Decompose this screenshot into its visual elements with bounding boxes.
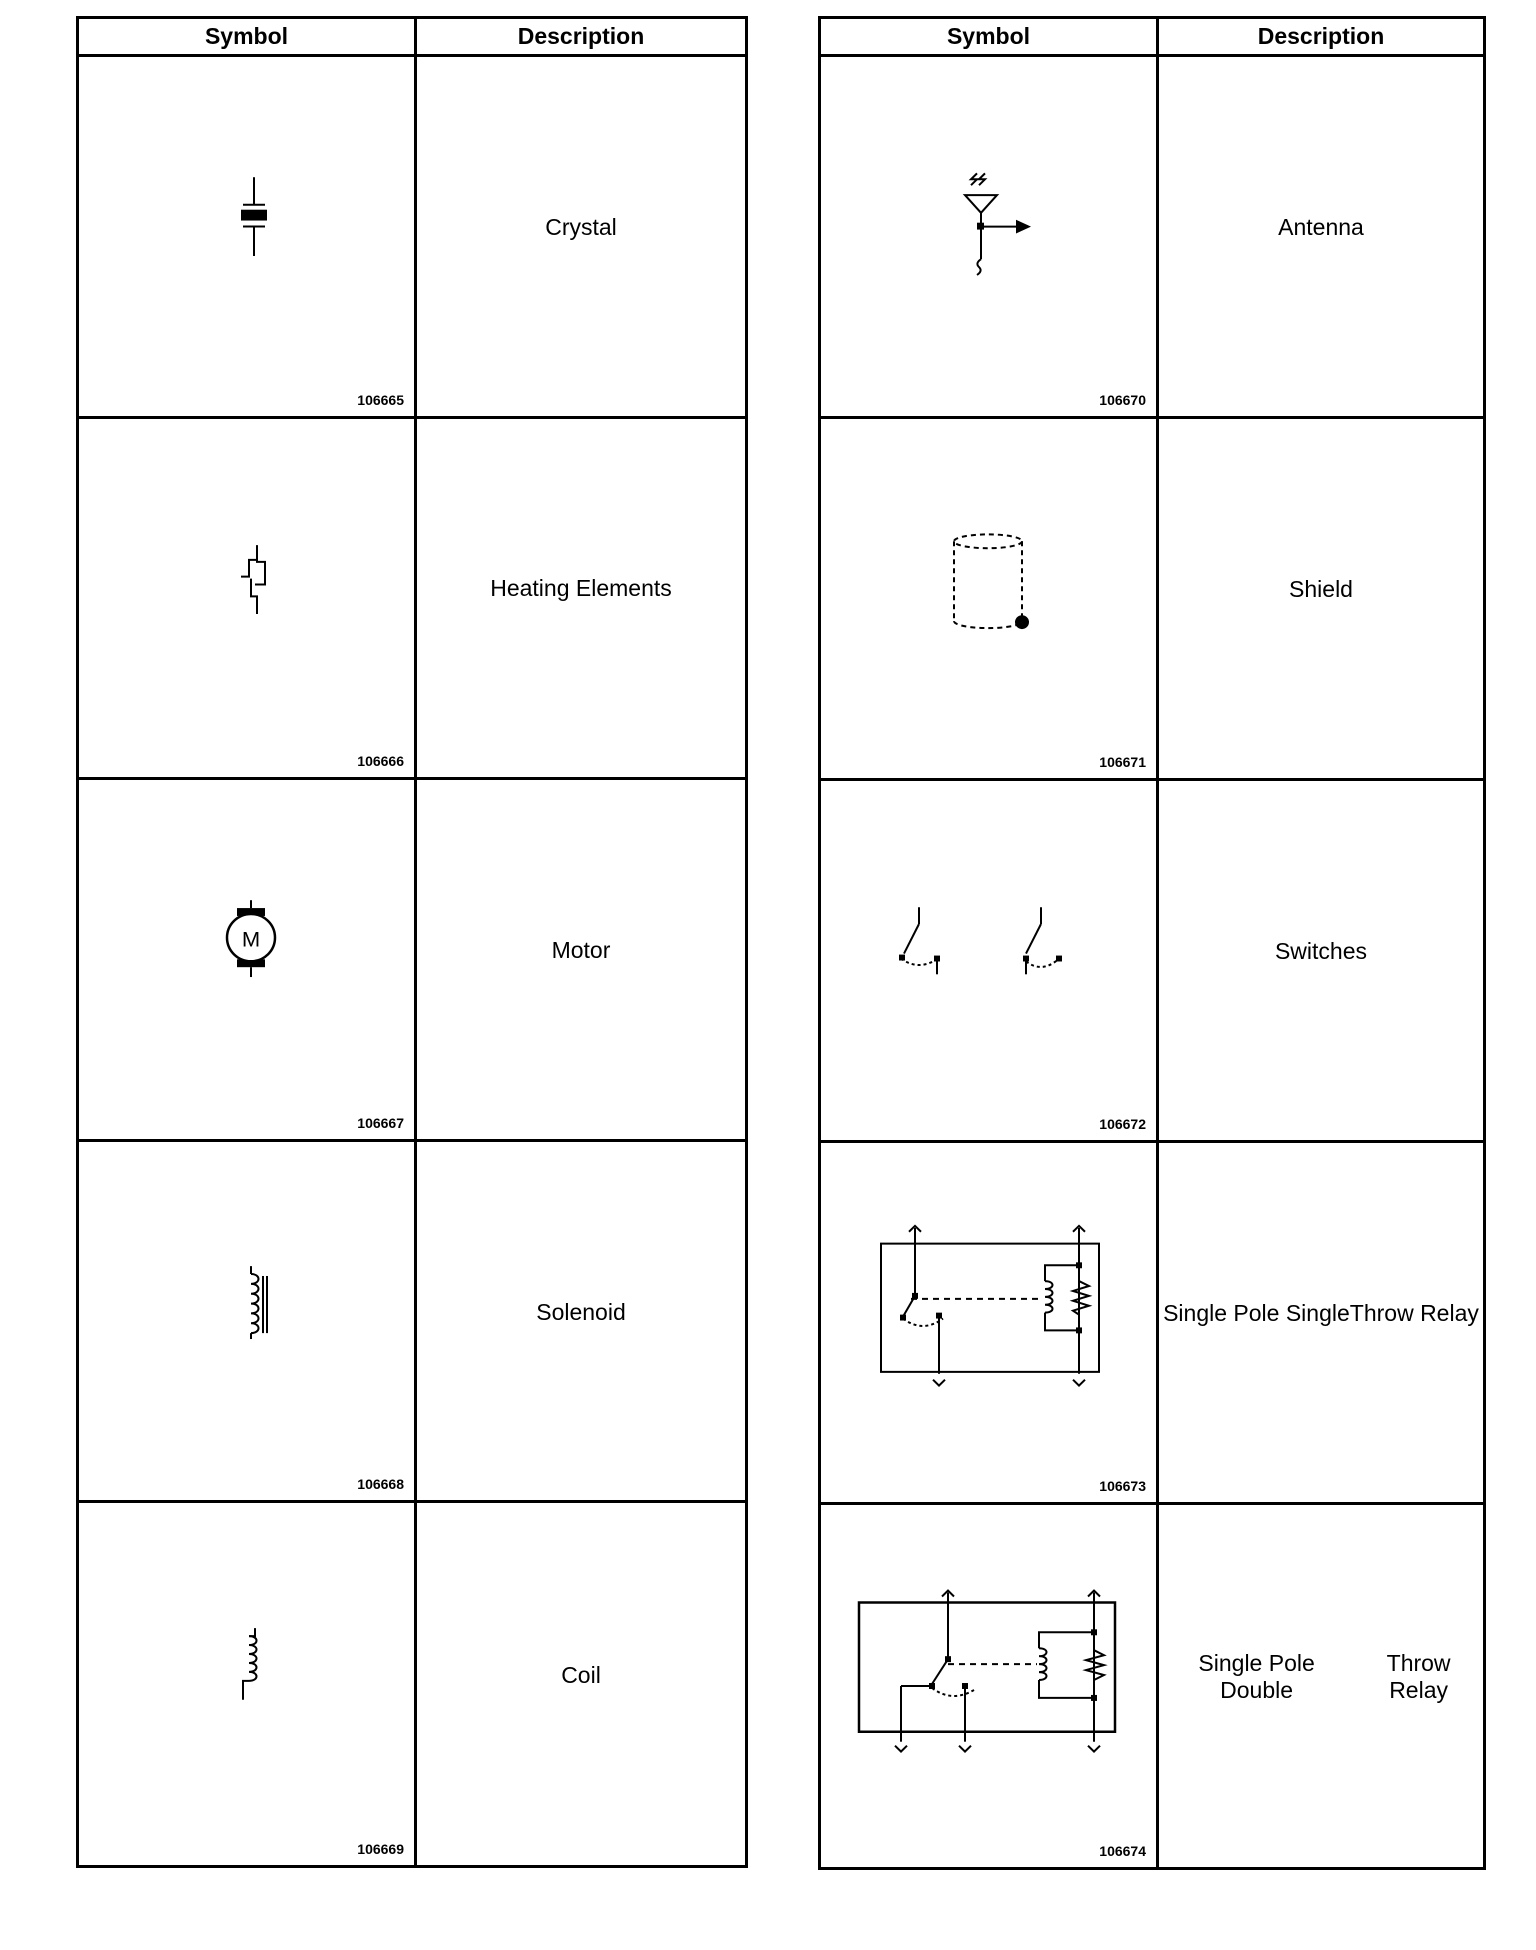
part-number: 106672 — [1099, 1116, 1146, 1132]
description-cell — [1159, 419, 1483, 781]
part-number: 106673 — [1099, 1478, 1146, 1494]
motor-label: M — [241, 926, 261, 952]
symbol-cell — [821, 781, 1159, 1143]
symbol-cell — [821, 1143, 1159, 1505]
part-number: 106670 — [1099, 392, 1146, 408]
description-text-line-2: Throw Relay — [1386, 1650, 1451, 1703]
description-text: Crystal — [545, 213, 617, 240]
motor-icon — [79, 780, 414, 1139]
part-number: 106671 — [1099, 754, 1146, 770]
spdt-relay-icon — [821, 1505, 1156, 1867]
part-number: 106667 — [357, 1114, 404, 1131]
coil-icon — [79, 1503, 414, 1865]
description-text-line-1: Single Pole Single — [1163, 1300, 1350, 1326]
description-column-header: Description — [1159, 19, 1483, 57]
description-cell — [1159, 57, 1483, 419]
symbol-table-right — [818, 16, 1486, 1870]
description-cell — [417, 1503, 745, 1865]
description-cell — [417, 57, 745, 419]
description-cell — [417, 780, 745, 1142]
description-text: Solenoid — [536, 1298, 626, 1325]
shield-icon — [821, 419, 1156, 778]
description-text-line-1: Single Pole Double — [1198, 1650, 1315, 1703]
symbol-cell — [79, 780, 417, 1142]
description-text: Antenna — [1278, 214, 1364, 240]
description-text-line-2: Throw Relay — [1349, 1300, 1479, 1326]
part-number: 106669 — [357, 1841, 404, 1857]
symbol-cell — [821, 1505, 1159, 1867]
description-cell — [1159, 1505, 1483, 1867]
heating-element-icon — [79, 419, 414, 778]
description-cell — [417, 419, 745, 781]
description-column-header: Description — [417, 19, 745, 57]
description-text: Coil — [561, 1661, 601, 1688]
part-number: 106668 — [357, 1476, 404, 1493]
crystal-icon — [79, 57, 414, 416]
symbol-column-header: Symbol — [79, 19, 417, 57]
symbol-cell — [821, 57, 1159, 419]
symbol-table-left — [76, 16, 748, 1868]
symbol-cell — [79, 1142, 417, 1504]
part-number: 106674 — [1099, 1843, 1146, 1859]
part-number: 106666 — [357, 753, 404, 770]
description-cell — [1159, 1143, 1483, 1505]
symbol-column-header: Symbol — [821, 19, 1159, 57]
antenna-icon — [821, 57, 1156, 416]
description-text: Shield — [1289, 576, 1353, 602]
symbol-cell — [821, 419, 1159, 781]
description-text: Switches — [1274, 938, 1368, 964]
spst-relay-icon — [821, 1143, 1156, 1502]
symbol-cell — [79, 419, 417, 781]
solenoid-icon — [79, 1142, 414, 1501]
symbol-cell — [79, 57, 417, 419]
symbol-cell — [79, 1503, 417, 1865]
switches-icon — [821, 781, 1156, 1140]
description-cell — [417, 1142, 745, 1504]
description-text: Motor — [551, 936, 611, 963]
part-number: 106665 — [357, 391, 404, 408]
description-cell — [1159, 781, 1483, 1143]
description-text: Heating Elements — [490, 575, 672, 602]
